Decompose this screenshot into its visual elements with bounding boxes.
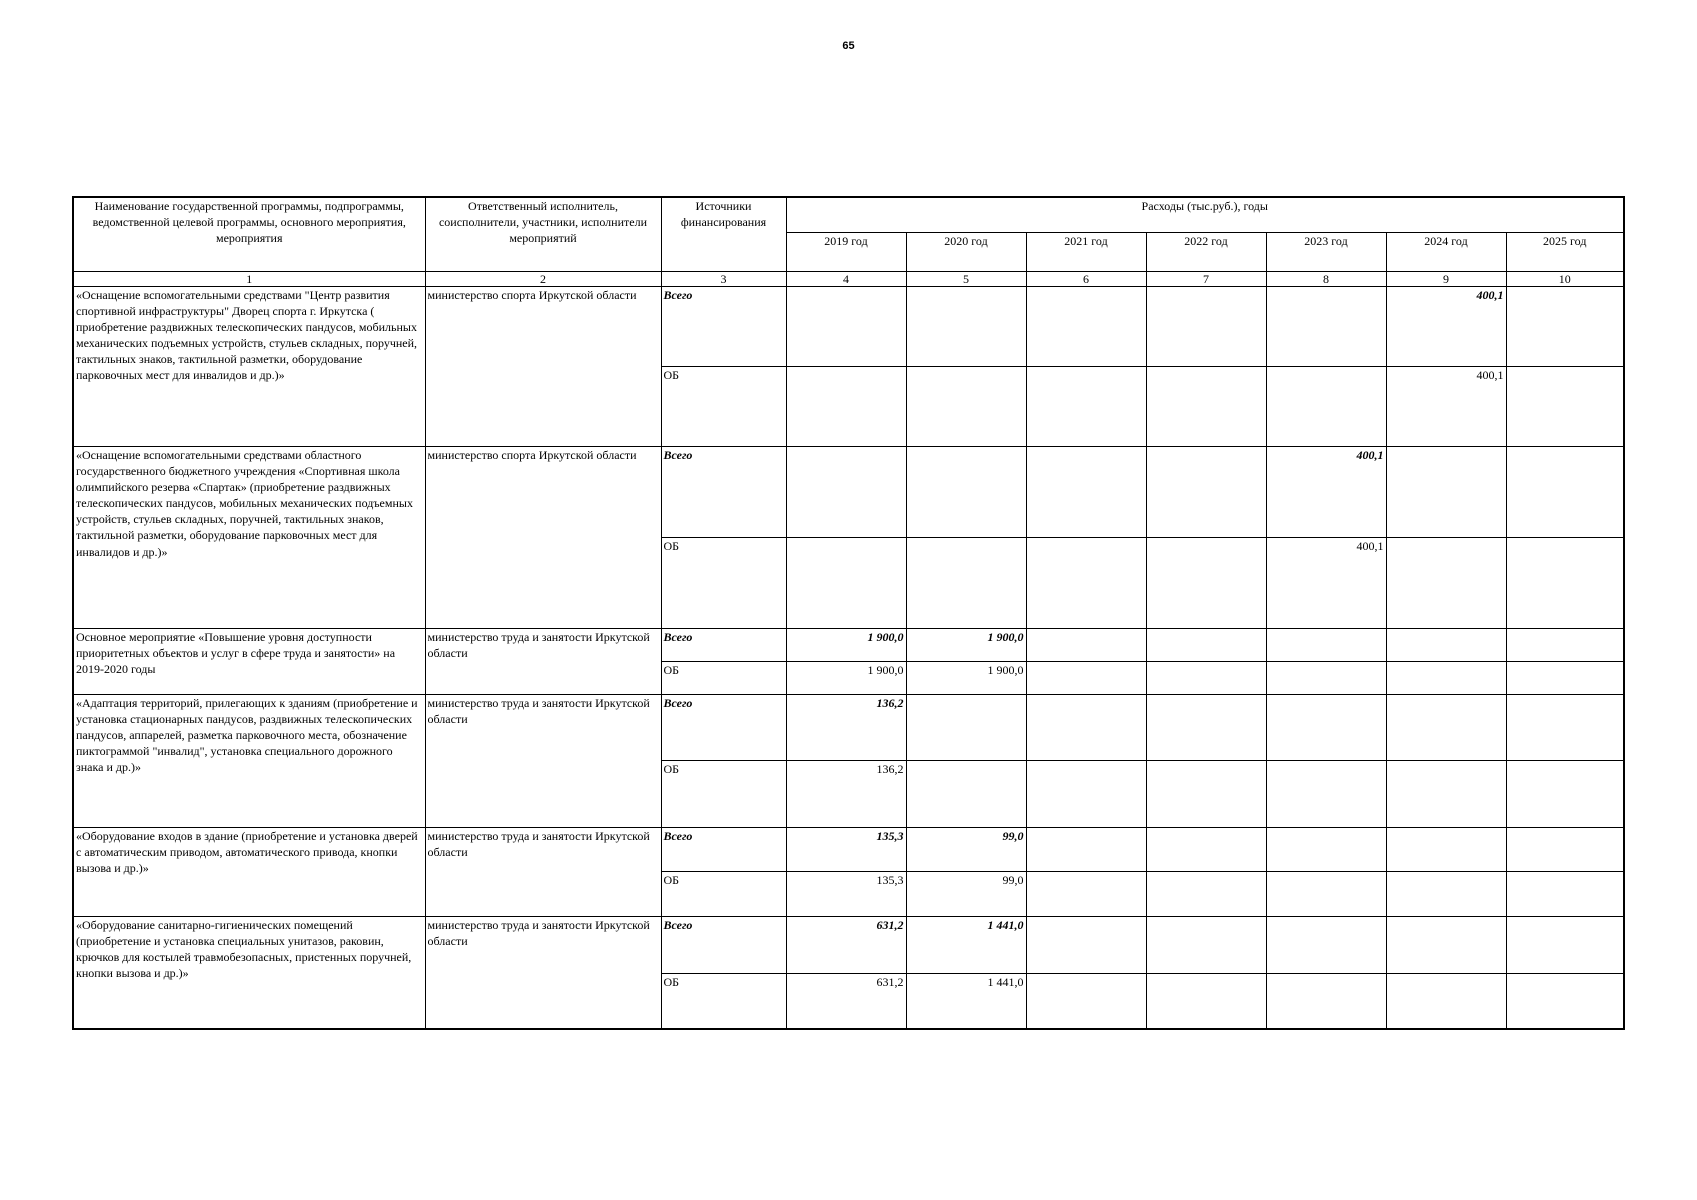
total-value — [1146, 286, 1266, 366]
table-row — [73, 694, 1624, 760]
ob-value — [1386, 537, 1506, 628]
header-year: 2025 год — [1506, 232, 1624, 271]
ob-value: 99,0 — [906, 871, 1026, 916]
ob-value — [906, 366, 1026, 446]
ob-value — [1026, 871, 1146, 916]
total-value — [1146, 628, 1266, 661]
table-row — [73, 916, 1624, 973]
table-body — [73, 286, 1624, 1029]
ob-value — [1146, 661, 1266, 694]
table-row — [73, 628, 1624, 661]
header-colnum-row — [73, 271, 1624, 286]
total-value — [786, 286, 906, 366]
total-value — [1386, 628, 1506, 661]
total-value: 99,0 — [906, 827, 1026, 871]
total-value: 631,2 — [786, 916, 906, 973]
total-value — [1146, 916, 1266, 973]
source-ob-label: ОБ — [661, 537, 786, 628]
ob-value — [786, 537, 906, 628]
ob-value: 1 900,0 — [786, 661, 906, 694]
source-total-label: Всего — [663, 828, 693, 843]
executor: министерство труда и занятости Иркутской области — [425, 694, 661, 827]
ob-value — [1026, 661, 1146, 694]
executor: министерство спорта Иркутской области — [425, 286, 661, 446]
column-number: 4 — [786, 271, 906, 286]
ob-value — [1506, 366, 1624, 446]
column-number: 2 — [425, 271, 661, 286]
ob-value — [1266, 366, 1386, 446]
column-number: 10 — [1506, 271, 1624, 286]
total-value: 1 900,0 — [906, 628, 1026, 661]
total-value — [1506, 694, 1624, 760]
total-value — [1386, 827, 1506, 871]
ob-value — [1266, 973, 1386, 1029]
header-year: 2020 год — [906, 232, 1026, 271]
total-value — [1146, 827, 1266, 871]
source-ob-label: ОБ — [661, 871, 786, 916]
column-number: 6 — [1026, 271, 1146, 286]
ob-value — [1506, 760, 1624, 827]
total-value — [1266, 694, 1386, 760]
header-expenses: Расходы (тыс.руб.), годы — [786, 197, 1624, 232]
ob-value — [1026, 973, 1146, 1029]
column-number: 9 — [1386, 271, 1506, 286]
total-value: 1 441,0 — [906, 916, 1026, 973]
ob-value — [1026, 366, 1146, 446]
total-value — [1506, 286, 1624, 366]
column-number: 8 — [1266, 271, 1386, 286]
ob-value — [1146, 537, 1266, 628]
executor: министерство труда и занятости Иркутской области — [425, 827, 661, 916]
ob-value — [786, 366, 906, 446]
total-value — [1506, 916, 1624, 973]
activity-name: «Адаптация территорий, прилегающих к зданиям (приобретение и установка стационарных пандусов, раздвижных телескопических пандусов, аппарелей, разметка парковочного места, обозначение пиктограммой "инвалид", установка специального дорожного знака и др.)» — [73, 694, 425, 827]
ob-value — [1266, 871, 1386, 916]
source-total-label: Всего — [663, 287, 693, 302]
header-name: Наименование государственной программы, подпрограммы, ведомственной целевой программы, основного мероприятия, мероприятия — [73, 197, 425, 271]
header-year: 2024 год — [1386, 232, 1506, 271]
total-value: 136,2 — [786, 694, 906, 760]
total-value — [1386, 446, 1506, 537]
header-year: 2021 год — [1026, 232, 1146, 271]
header-year: 2022 год — [1146, 232, 1266, 271]
ob-value — [1146, 760, 1266, 827]
source-total-label: Всего — [663, 695, 693, 710]
ob-value — [906, 760, 1026, 827]
activity-name: «Оснащение вспомогательными средствами областного государственного бюджетного учреждения «Спортивная школа олимпийского резерва «Спартак» (приобретение раздвижных телескопических пандусов, мобильных механических подъемных устройств, стульев складных, поручней, тактильных знаков, тактильной разметки, оборудование парковочных мест для инвалидов и др.)» — [73, 446, 425, 628]
executor: министерство спорта Иркутской области — [425, 446, 661, 628]
executor: министерство труда и занятости Иркутской области — [425, 628, 661, 694]
column-number: 3 — [661, 271, 786, 286]
total-value — [1266, 827, 1386, 871]
executor: министерство труда и занятости Иркутской области — [425, 916, 661, 1029]
ob-value: 135,3 — [786, 871, 906, 916]
total-value — [1506, 827, 1624, 871]
ob-value: 1 441,0 — [906, 973, 1026, 1029]
total-value — [1506, 446, 1624, 537]
total-value — [1026, 628, 1146, 661]
total-value — [906, 286, 1026, 366]
ob-value — [1146, 366, 1266, 446]
ob-value — [1506, 871, 1624, 916]
total-value — [906, 446, 1026, 537]
header-year: 2019 год — [786, 232, 906, 271]
source-total-label: Всего — [663, 447, 693, 462]
page-number: 65 — [842, 40, 855, 52]
header-source: Источники финансирования — [661, 197, 786, 271]
total-value — [1506, 628, 1624, 661]
total-value — [1146, 446, 1266, 537]
total-value — [786, 446, 906, 537]
total-value: 400,1 — [1386, 286, 1506, 366]
total-value — [1266, 916, 1386, 973]
header-executor: Ответственный исполнитель, соисполнители, участники, исполнители мероприятий — [425, 197, 661, 271]
column-number: 7 — [1146, 271, 1266, 286]
table-row — [73, 827, 1624, 871]
total-value — [1026, 916, 1146, 973]
ob-value — [1146, 871, 1266, 916]
ob-value — [1266, 661, 1386, 694]
activity-name: Основное мероприятие «Повышение уровня доступности приоритетных объектов и услуг в сфере труда и занятости» на 2019-2020 годы — [73, 628, 425, 694]
ob-value: 631,2 — [786, 973, 906, 1029]
ob-value: 136,2 — [786, 760, 906, 827]
ob-value — [1506, 661, 1624, 694]
table-row — [73, 286, 1624, 366]
source-total-label: Всего — [663, 629, 693, 644]
ob-value — [1266, 760, 1386, 827]
total-value — [1026, 286, 1146, 366]
ob-value — [906, 537, 1026, 628]
ob-value — [1506, 537, 1624, 628]
budget-table — [72, 196, 1625, 1030]
total-value: 135,3 — [786, 827, 906, 871]
total-value — [1026, 446, 1146, 537]
activity-name: «Оборудование входов в здание (приобретение и установка дверей с автоматическим приводом, автоматического привода, кнопки вызова и др.)» — [73, 827, 425, 916]
total-value — [1386, 694, 1506, 760]
ob-value: 1 900,0 — [906, 661, 1026, 694]
activity-name: «Оснащение вспомогательными средствами "Центр развития спортивной инфраструктуры" Дворец спорта г. Иркутска ( приобретение раздвижных телескопических пандусов, мобильных механических подъемных устройств, стульев складных, поручней, тактильных знаков, тактильной разметки, оборудование парковочных мест для инвалидов и др.)» — [73, 286, 425, 446]
ob-value — [1386, 871, 1506, 916]
total-value — [1026, 827, 1146, 871]
header-year: 2023 год — [1266, 232, 1386, 271]
source-ob-label: ОБ — [661, 366, 786, 446]
total-value — [1146, 694, 1266, 760]
ob-value — [1026, 760, 1146, 827]
source-ob-label: ОБ — [661, 973, 786, 1029]
total-value: 400,1 — [1266, 446, 1386, 537]
ob-value: 400,1 — [1386, 366, 1506, 446]
total-value — [1266, 286, 1386, 366]
column-number: 5 — [906, 271, 1026, 286]
total-value — [1026, 694, 1146, 760]
source-total-label: Всего — [663, 917, 693, 932]
table-header — [73, 197, 1624, 286]
table-row — [73, 446, 1624, 537]
activity-name: «Оборудование санитарно-гигиенических помещений (приобретение и установка специальных унитазов, раковин, крючков для костылей травмобезопасных, пристенных поручней, кнопки вызова и др.)» — [73, 916, 425, 1029]
total-value — [1386, 916, 1506, 973]
source-ob-label: ОБ — [661, 760, 786, 827]
ob-value — [1026, 537, 1146, 628]
total-value — [906, 694, 1026, 760]
ob-value — [1506, 973, 1624, 1029]
ob-value — [1386, 760, 1506, 827]
ob-value — [1386, 661, 1506, 694]
total-value — [1266, 628, 1386, 661]
total-value: 1 900,0 — [786, 628, 906, 661]
source-ob-label: ОБ — [661, 661, 786, 694]
ob-value: 400,1 — [1266, 537, 1386, 628]
ob-value — [1386, 973, 1506, 1029]
column-number: 1 — [73, 271, 425, 286]
ob-value — [1146, 973, 1266, 1029]
